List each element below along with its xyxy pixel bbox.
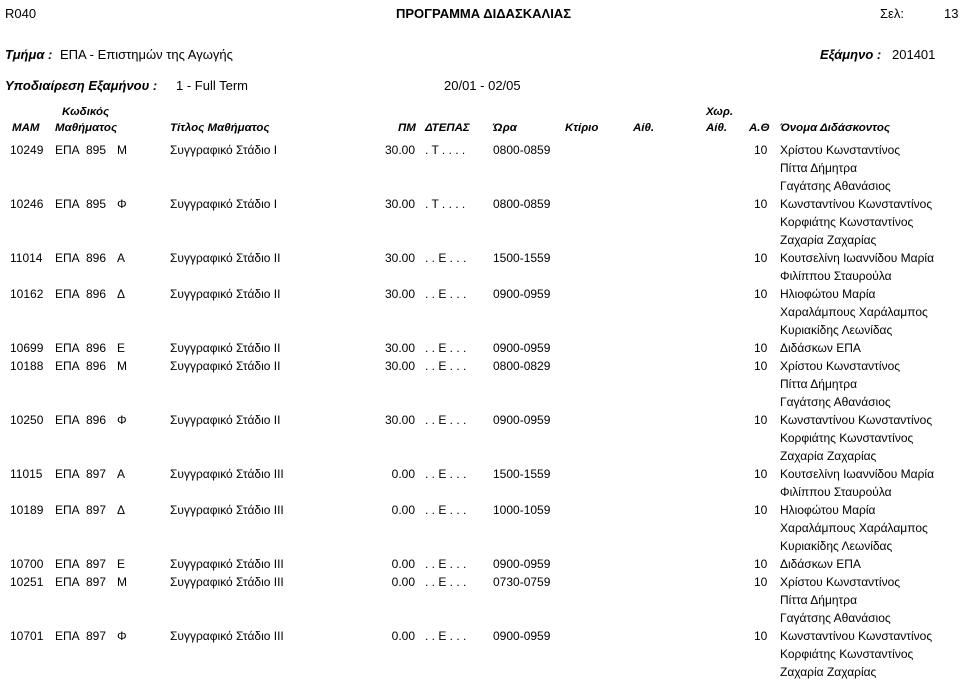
cell-instructor: Γαγάτσης Αθανάσιος xyxy=(780,611,891,625)
cell-time: 1500-1559 xyxy=(493,467,551,481)
cell-instructor: Κωνσταντίνου Κωνσταντίνος xyxy=(780,197,933,211)
cell-mam: 10188 xyxy=(10,359,44,373)
cell-course-number: 896 xyxy=(86,251,107,265)
cell-time: 0800-0859 xyxy=(493,197,551,211)
cell-time: 0900-0959 xyxy=(493,413,551,427)
date-range: 20/01 - 02/05 xyxy=(444,78,521,93)
cell-time: 0730-0759 xyxy=(493,575,551,589)
cell-section: Μ xyxy=(117,575,127,589)
cell-instructor: Πίττα Δήμητρα xyxy=(780,377,858,391)
cell-mam: 10251 xyxy=(10,575,44,589)
cell-instructor: Κωνσταντίνου Κωνσταντίνος xyxy=(780,629,933,643)
cell-course-number: 896 xyxy=(86,359,107,373)
cell-instructor: Πίττα Δήμητρα xyxy=(780,161,858,175)
cell-course-number: 897 xyxy=(86,503,107,517)
cell-dept: ΕΠΑ xyxy=(55,467,80,481)
cell-capacity: 10 xyxy=(754,629,768,643)
cell-capacity: 10 xyxy=(754,341,768,355)
page-label: Σελ: xyxy=(880,6,904,21)
cell-capacity: 10 xyxy=(754,503,768,517)
cell-pm: 0.00 xyxy=(391,575,415,589)
cell-dept: ΕΠΑ xyxy=(55,557,80,571)
cell-mam: 10250 xyxy=(10,413,44,427)
cell-days: . . Ε . . . xyxy=(425,575,467,589)
cell-course-number: 897 xyxy=(86,557,107,571)
cell-pm: 30.00 xyxy=(384,341,415,355)
cell-instructor: Κυριακίδης Λεωνίδας xyxy=(780,539,893,553)
cell-section: Φ xyxy=(117,629,127,643)
cell-instructor: Φιλίππου Σταυρούλα xyxy=(780,269,892,283)
cell-instructor: Κυριακίδης Λεωνίδας xyxy=(780,323,893,337)
col-days: ΔΤΕΠΑΣ xyxy=(425,122,470,134)
department-label: Τμήμα : xyxy=(5,47,53,62)
cell-instructor: Χρίστου Κωνσταντίνος xyxy=(780,143,901,157)
cell-dept: ΕΠΑ xyxy=(55,503,80,517)
cell-mam: 10701 xyxy=(10,629,44,643)
cell-course-number: 896 xyxy=(86,413,107,427)
cell-pm: 30.00 xyxy=(384,197,415,211)
cell-instructor: Χρίστου Κωνσταντίνος xyxy=(780,359,901,373)
cell-course-number: 896 xyxy=(86,287,107,301)
report-title: ΠΡΟΓΡΑΜΜΑ ΔΙΔΑΣΚΑΛΙΑΣ xyxy=(396,6,571,21)
cell-instructor: Ζαχαρία Ζαχαρίας xyxy=(780,665,877,679)
cell-mam: 11015 xyxy=(10,467,43,481)
col-code-top: Κωδικός xyxy=(62,106,110,118)
cell-time: 0900-0959 xyxy=(493,557,551,571)
cell-section: Α xyxy=(117,467,126,481)
cell-instructor: Χαραλάμπους Χαράλαμπος xyxy=(780,521,928,535)
col-capacity-bottom: Αίθ. xyxy=(706,122,728,134)
cell-pm: 30.00 xyxy=(384,143,415,157)
col-ath: Α.Θ xyxy=(749,122,770,134)
report-code: R040 xyxy=(5,6,37,21)
cell-mam: 10249 xyxy=(10,143,44,157)
cell-mam: 10699 xyxy=(10,341,44,355)
cell-course-number: 897 xyxy=(86,629,107,643)
cell-instructor: Διδάσκων ΕΠΑ xyxy=(780,341,861,355)
cell-time: 0900-0959 xyxy=(493,341,551,355)
cell-section: Φ xyxy=(117,413,127,427)
cell-instructor: Φιλίππου Σταυρούλα xyxy=(780,485,892,499)
cell-pm: 30.00 xyxy=(384,359,415,373)
col-capacity-top: Χωρ. xyxy=(706,106,734,118)
cell-capacity: 10 xyxy=(754,143,768,157)
col-time: Ώρα xyxy=(493,122,517,134)
cell-pm: 30.00 xyxy=(384,413,415,427)
cell-dept: ΕΠΑ xyxy=(55,413,80,427)
cell-instructor: Κωνσταντίνου Κωνσταντίνος xyxy=(780,413,933,427)
department-value: ΕΠΑ - Επιστημών της Αγωγής xyxy=(60,47,233,62)
cell-instructor: Κορφιάτης Κωνσταντίνος xyxy=(780,431,914,445)
cell-title: Συγγραφικό Στάδιο ΙΙΙ xyxy=(170,557,284,571)
cell-days: . . Ε . . . xyxy=(425,341,467,355)
cell-title: Συγγραφικό Στάδιο ΙΙΙ xyxy=(170,629,284,643)
cell-capacity: 10 xyxy=(754,251,768,265)
cell-pm: 0.00 xyxy=(391,557,415,571)
cell-course-number: 897 xyxy=(86,575,107,589)
semester-label: Εξάμηνο : xyxy=(820,47,882,62)
page-number: 13 xyxy=(944,6,959,21)
cell-title: Συγγραφικό Στάδιο ΙΙ xyxy=(170,287,281,301)
cell-capacity: 10 xyxy=(754,359,768,373)
col-pm: ΠΜ xyxy=(398,122,416,134)
cell-days: . Τ . . . . xyxy=(425,143,466,157)
cell-section: Ε xyxy=(117,557,126,571)
cell-instructor: Ζαχαρία Ζαχαρίας xyxy=(780,233,877,247)
cell-course-number: 897 xyxy=(86,467,107,481)
cell-title: Συγγραφικό Στάδιο ΙΙΙ xyxy=(170,503,284,517)
cell-capacity: 10 xyxy=(754,287,768,301)
cell-section: Δ xyxy=(117,287,126,301)
cell-pm: 0.00 xyxy=(391,629,415,643)
cell-time: 0900-0959 xyxy=(493,629,551,643)
cell-pm: 0.00 xyxy=(391,467,415,481)
cell-title: Συγγραφικό Στάδιο ΙΙΙ xyxy=(170,575,284,589)
cell-instructor: Γαγάτσης Αθανάσιος xyxy=(780,179,891,193)
cell-title: Συγγραφικό Στάδιο Ι xyxy=(170,143,278,157)
cell-title: Συγγραφικό Στάδιο Ι xyxy=(170,197,278,211)
cell-dept: ΕΠΑ xyxy=(55,143,80,157)
cell-days: . . Ε . . . xyxy=(425,287,467,301)
cell-dept: ΕΠΑ xyxy=(55,287,80,301)
cell-capacity: 10 xyxy=(754,413,768,427)
cell-title: Συγγραφικό Στάδιο ΙΙΙ xyxy=(170,467,284,481)
col-code-bottom: Μαθήματος xyxy=(55,122,118,134)
cell-dept: ΕΠΑ xyxy=(55,359,80,373)
cell-time: 0900-0959 xyxy=(493,287,551,301)
cell-capacity: 10 xyxy=(754,557,768,571)
cell-section: Φ xyxy=(117,197,127,211)
col-instructor: Όνομα Διδάσκοντος xyxy=(780,122,890,134)
cell-days: . . Ε . . . xyxy=(425,359,467,373)
cell-course-number: 895 xyxy=(86,197,107,211)
cell-time: 0800-0829 xyxy=(493,359,551,373)
cell-section: Μ xyxy=(117,143,127,157)
cell-title: Συγγραφικό Στάδιο ΙΙ xyxy=(170,359,281,373)
cell-section: Ε xyxy=(117,341,126,355)
cell-mam: 10189 xyxy=(10,503,44,517)
cell-dept: ΕΠΑ xyxy=(55,197,80,211)
subdivision-label: Υποδιαίρεση Εξαμήνου : xyxy=(5,78,158,93)
col-title: Τίτλος Μαθήματος xyxy=(170,122,270,134)
cell-mam: 10162 xyxy=(10,287,44,301)
cell-section: Α xyxy=(117,251,126,265)
cell-instructor: Γαγάτσης Αθανάσιος xyxy=(780,395,891,409)
cell-pm: 30.00 xyxy=(384,287,415,301)
cell-days: . . Ε . . . xyxy=(425,413,467,427)
cell-pm: 30.00 xyxy=(384,251,415,265)
cell-mam: 10700 xyxy=(10,557,44,571)
cell-mam: 11014 xyxy=(10,251,43,265)
cell-time: 0800-0859 xyxy=(493,143,551,157)
cell-time: 1000-1059 xyxy=(493,503,551,517)
cell-instructor: Χαραλάμπους Χαράλαμπος xyxy=(780,305,928,319)
subdivision-value: 1 - Full Term xyxy=(176,78,248,93)
cell-days: . . Ε . . . xyxy=(425,467,467,481)
cell-time: 1500-1559 xyxy=(493,251,551,265)
col-room: Αίθ. xyxy=(633,122,655,134)
cell-pm: 0.00 xyxy=(391,503,415,517)
cell-days: . . Ε . . . xyxy=(425,503,467,517)
cell-days: . Τ . . . . xyxy=(425,197,466,211)
cell-days: . . Ε . . . xyxy=(425,251,467,265)
cell-instructor: Κουτσελίνη Ιωαννίδου Μαρία xyxy=(780,251,935,265)
cell-days: . . Ε . . . xyxy=(425,629,467,643)
cell-instructor: Κορφιάτης Κωνσταντίνος xyxy=(780,215,914,229)
cell-instructor: Ηλιοφώτου Μαρία xyxy=(780,503,876,517)
cell-course-number: 896 xyxy=(86,341,107,355)
cell-mam: 10246 xyxy=(10,197,44,211)
cell-dept: ΕΠΑ xyxy=(55,575,80,589)
cell-instructor: Ηλιοφώτου Μαρία xyxy=(780,287,876,301)
cell-instructor: Κορφιάτης Κωνσταντίνος xyxy=(780,647,914,661)
cell-dept: ΕΠΑ xyxy=(55,629,80,643)
cell-instructor: Χρίστου Κωνσταντίνος xyxy=(780,575,901,589)
cell-instructor: Ζαχαρία Ζαχαρίας xyxy=(780,449,877,463)
cell-section: Δ xyxy=(117,503,126,517)
col-building: Κτίριο xyxy=(565,122,599,134)
cell-dept: ΕΠΑ xyxy=(55,251,80,265)
cell-section: Μ xyxy=(117,359,127,373)
cell-title: Συγγραφικό Στάδιο ΙΙ xyxy=(170,251,281,265)
cell-instructor: Διδάσκων ΕΠΑ xyxy=(780,557,861,571)
cell-capacity: 10 xyxy=(754,197,768,211)
cell-dept: ΕΠΑ xyxy=(55,341,80,355)
cell-instructor: Κουτσελίνη Ιωαννίδου Μαρία xyxy=(780,467,935,481)
cell-capacity: 10 xyxy=(754,575,768,589)
cell-title: Συγγραφικό Στάδιο ΙΙ xyxy=(170,341,281,355)
semester-value: 201401 xyxy=(892,47,936,62)
cell-title: Συγγραφικό Στάδιο ΙΙ xyxy=(170,413,281,427)
cell-course-number: 895 xyxy=(86,143,107,157)
cell-days: . . Ε . . . xyxy=(425,557,467,571)
cell-instructor: Πίττα Δήμητρα xyxy=(780,593,858,607)
col-mam: ΜΑΜ xyxy=(12,122,40,134)
cell-capacity: 10 xyxy=(754,467,768,481)
